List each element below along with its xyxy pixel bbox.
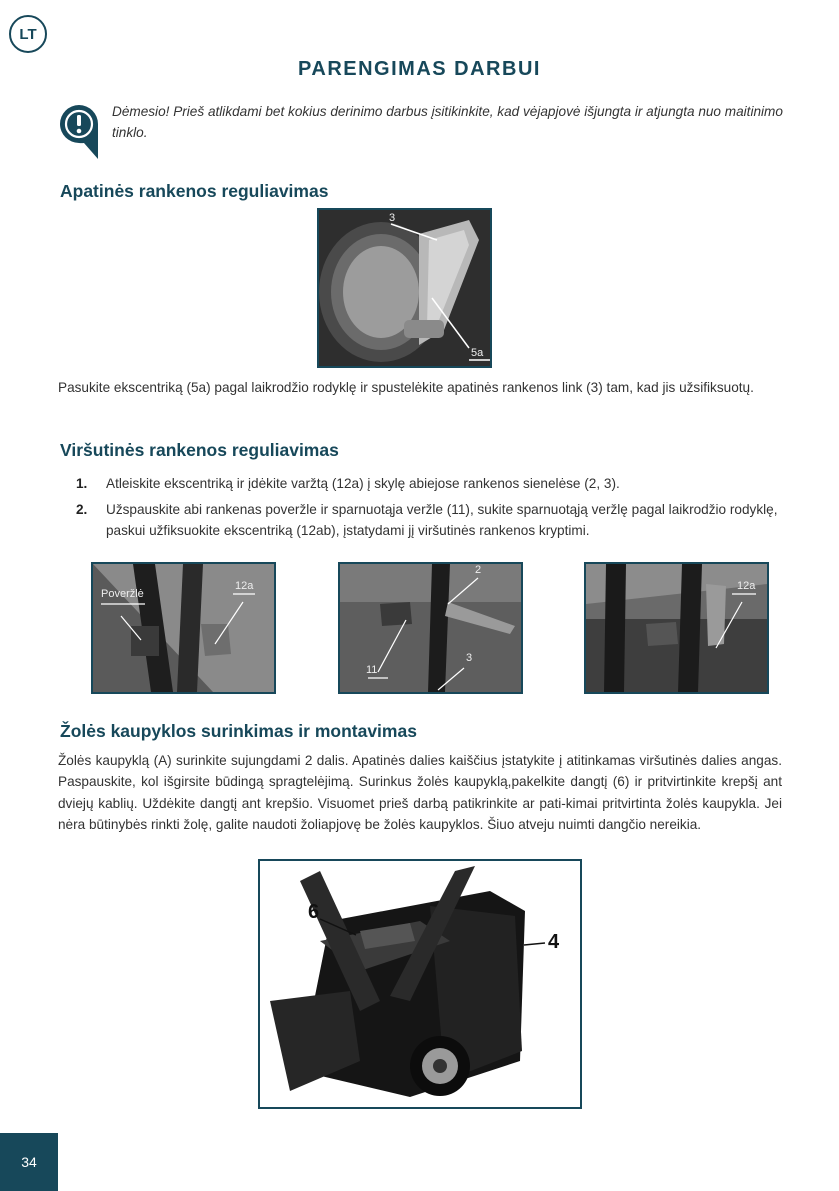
step-text: Atleiskite ekscentriką ir įdėkite varžtą (12a) į skylę abiejose rankenos sienelėse (2, 3). <box>106 476 620 491</box>
step-text: Užspauskite abi rankenas poveržle ir sparnuotąja veržle (11), sukite sparnuotąją veržlę pagal laikrodžio rodyklę, paskui užfiksuokite ekscentriką (12ab), įstatydami jį viršutinės rankenos kryptimi. <box>106 502 778 538</box>
section3-text: Žolės kaupyklą (A) surinkite sujungdami 2 dalis. Apatinės dalies kaiščius įstatykite į atitinkamas viršutinės dalies angas. Paspauskite, kol išgirsite būdingą spragtelėjimą. Surinkus žolės kaupyklą,pakelkite dangtį (6) ir pritvirtinkite krepšį ant dviejų kablių. Uždėkite dangtį ant krepšio. Visuomet prieš darbą patikrinkite ar pati-kimai pritvirtinta žolės kaupykla. Jei nėra būtinybės rinkti žolę, galite naudoti žoliapjovę be žolės kaupyklos. Šiuo atveju nuimti dangčio nereikia. <box>58 753 782 832</box>
washer-photo <box>91 562 276 694</box>
mower-grass-box-photo <box>258 859 582 1109</box>
photo-label: 6 <box>308 901 320 923</box>
eccentric-photo <box>584 562 769 694</box>
step-number: 2. <box>76 502 88 517</box>
section-heading-upper-handle: Viršutinės rankenos reguliavimas <box>60 440 339 460</box>
photo-label: 12a <box>235 580 254 592</box>
warning-icon <box>58 103 100 161</box>
photo-label: 3 <box>466 652 473 664</box>
photo-label: Poveržlė <box>101 588 144 600</box>
warning-text: Dėmesio! Prieš atlikdami bet kokius derinimo darbus įsitikinkite, kad vėjapjovė išjungta ir atjungta nuo maitinimo tinklo. <box>112 104 783 140</box>
step-item <box>60 499 782 541</box>
photo-label: 11 <box>366 664 378 676</box>
photo-label: 3 <box>389 212 396 224</box>
steps-list <box>60 473 782 541</box>
wing-nut-photo <box>338 562 523 694</box>
language-badge: LT <box>9 15 47 53</box>
section-heading-lower-handle: Apatinės rankenos reguliavimas <box>60 181 329 201</box>
photo-label: 12a <box>737 580 756 592</box>
step-number: 1. <box>76 476 88 491</box>
lower-handle-photo <box>317 208 492 368</box>
page-number: 34 <box>0 1133 58 1191</box>
photo-label: 4 <box>548 931 560 953</box>
page-title: PARENGIMAS DARBUI <box>298 58 541 80</box>
section1-text: Pasukite ekscentriką (5a) pagal laikrodžio rodyklę ir spustelėkite apatinės rankenos link (3) tam, kad jis užsifiksuotų. <box>58 380 754 395</box>
photo-label: 2 <box>475 564 482 576</box>
step-item <box>60 473 782 494</box>
section-heading-grass-box: Žolės kaupyklos surinkimas ir montavimas <box>60 721 417 741</box>
photo-label: 5a <box>471 347 484 359</box>
